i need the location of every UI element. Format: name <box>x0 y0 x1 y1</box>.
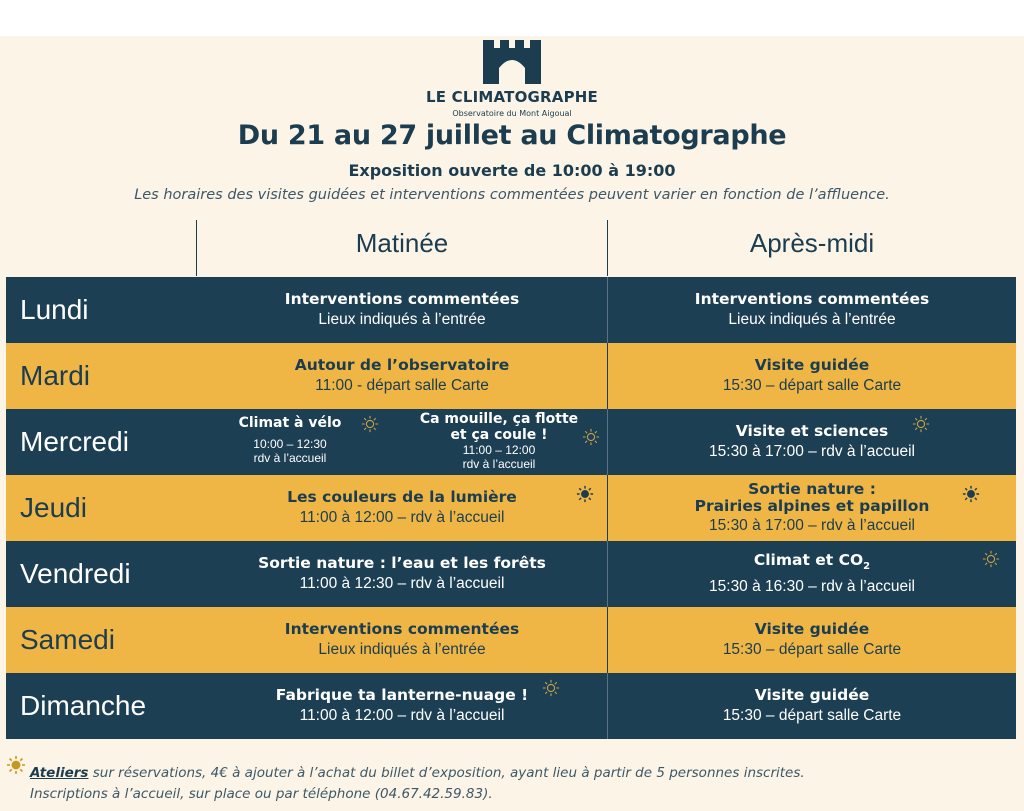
activity-title: Interventions commentées <box>284 290 520 308</box>
morning-activity <box>197 277 607 343</box>
activity-detail: 11:00 à 12:30 – rdv à l’accueil <box>299 575 505 592</box>
row-mercredi <box>6 409 1016 475</box>
activity-detail: 11:00 à 12:00 – rdv à l’accueil <box>299 707 505 724</box>
activity-title <box>608 551 1016 576</box>
afternoon-activity <box>608 343 1016 409</box>
activity-place: rdv à l’accueil <box>462 457 536 471</box>
activity-title: Autour de l’observatoire <box>294 356 510 374</box>
row-vendredi <box>6 541 1016 607</box>
activity-title: Sortie nature : <box>748 479 876 498</box>
column-header-morning: Matinée <box>355 228 449 258</box>
activity-detail: Lieux indiqués à l’entrée <box>318 311 486 328</box>
activity-title-text: Climat et CO <box>753 550 864 569</box>
sun-icon <box>542 679 560 697</box>
sun-icon <box>982 550 1000 568</box>
logo <box>0 40 1024 118</box>
morning-activity-b <box>404 411 594 471</box>
activity-title-line2: et ça coule ! <box>450 427 548 443</box>
footer-line-2: Inscriptions à l’accueil, sur place ou par téléphone (04.67.42.59.83). <box>30 786 493 802</box>
activity-detail: 15:30 – départ salle Carte <box>722 377 902 394</box>
footer-line-1-text: sur réservations, 4€ à ajouter à l’achat du billet d’exposition, ayant lieu à partir de 5 personnes inscrites. <box>88 765 805 781</box>
sun-icon <box>576 485 594 503</box>
afternoon-activity <box>608 673 1016 739</box>
activity-detail: Lieux indiqués à l’entrée <box>318 641 486 658</box>
footer-line-1 <box>30 763 805 784</box>
footer-note <box>30 763 805 805</box>
morning-activity <box>197 343 607 409</box>
activity-title: Interventions commentées <box>694 290 930 308</box>
day-label: Jeudi <box>20 492 87 523</box>
afternoon-activity <box>608 541 1016 607</box>
activity-title: Visite guidée <box>754 620 870 638</box>
row-dimanche <box>6 673 1016 739</box>
page-title: Du 21 au 27 juillet au Climatographe <box>237 120 787 151</box>
activity-detail: 11:00 - départ salle Carte <box>315 377 489 394</box>
sun-icon <box>912 415 930 433</box>
day-label: Lundi <box>20 294 89 325</box>
activity-detail: Lieux indiqués à l’entrée <box>728 311 896 328</box>
activity-title: Fabrique ta lanterne-nuage ! <box>275 686 529 704</box>
afternoon-activity <box>608 475 1016 541</box>
day-label: Mardi <box>20 360 91 391</box>
activity-title: Les couleurs de la lumière <box>287 488 517 506</box>
afternoon-activity <box>608 409 1016 475</box>
schedule-note: Les horaires des visites guidées et interventions commentées peuvent varier en fonction de l’affluence. <box>134 187 890 203</box>
day-label: Dimanche <box>20 690 147 721</box>
day-label: Vendredi <box>20 558 131 589</box>
brand-name: LE CLIMATOGRAPHE <box>426 88 598 106</box>
activity-place: rdv à l’accueil <box>253 451 327 465</box>
poster <box>0 36 1024 811</box>
activity-title-line2: Prairies alpines et papillon <box>694 496 930 515</box>
activity-title: Visite guidée <box>754 686 870 704</box>
activity-title: Interventions commentées <box>284 620 520 638</box>
activity-title: Visite guidée <box>754 356 870 374</box>
column-header-afternoon: Après-midi <box>749 228 875 258</box>
activity-detail: 15:30 à 16:30 – rdv à l’accueil <box>709 578 915 596</box>
sun-icon <box>962 485 980 503</box>
activity-detail: 11:00 à 12:00 – rdv à l’accueil <box>299 509 505 526</box>
activity-title: Ca mouille, ça flotte <box>419 411 579 427</box>
row-mardi <box>6 343 1016 409</box>
afternoon-activity <box>608 607 1016 673</box>
activity-title: Visite et sciences <box>735 422 889 440</box>
brand-subtitle: Observatoire du Mont Aigoual <box>452 109 572 118</box>
morning-activity <box>197 475 607 541</box>
activity-title: Climat à vélo <box>238 415 342 431</box>
castle-tower-icon <box>481 40 543 84</box>
activity-title: Sortie nature : l’eau et les forêts <box>258 554 546 572</box>
activity-detail: 15:30 – départ salle Carte <box>722 707 902 724</box>
row-jeudi <box>6 475 1016 541</box>
sun-icon <box>6 755 26 775</box>
afternoon-activity <box>608 277 1016 343</box>
morning-activity <box>197 541 607 607</box>
activity-detail: 15:30 à 17:00 – rdv à l’accueil <box>709 443 915 460</box>
sun-icon <box>361 415 379 433</box>
activity-time: 10:00 – 12:30 <box>253 437 327 451</box>
opening-hours: Exposition ouverte de 10:00 à 19:00 <box>348 161 676 180</box>
sun-icon <box>582 428 600 446</box>
day-label: Samedi <box>20 624 115 655</box>
morning-activity-a <box>220 415 360 465</box>
row-lundi <box>6 277 1016 343</box>
morning-activity <box>197 607 607 673</box>
day-label: Mercredi <box>20 426 129 457</box>
footer-keyword: Ateliers <box>30 765 89 781</box>
activity-time: 11:00 – 12:00 <box>462 443 536 457</box>
activity-title-subscript: 2 <box>863 561 871 573</box>
activity-detail: 15:30 – départ salle Carte <box>722 641 902 658</box>
row-samedi <box>6 607 1016 673</box>
activity-detail: 15:30 à 17:00 – rdv à l’accueil <box>709 516 915 534</box>
